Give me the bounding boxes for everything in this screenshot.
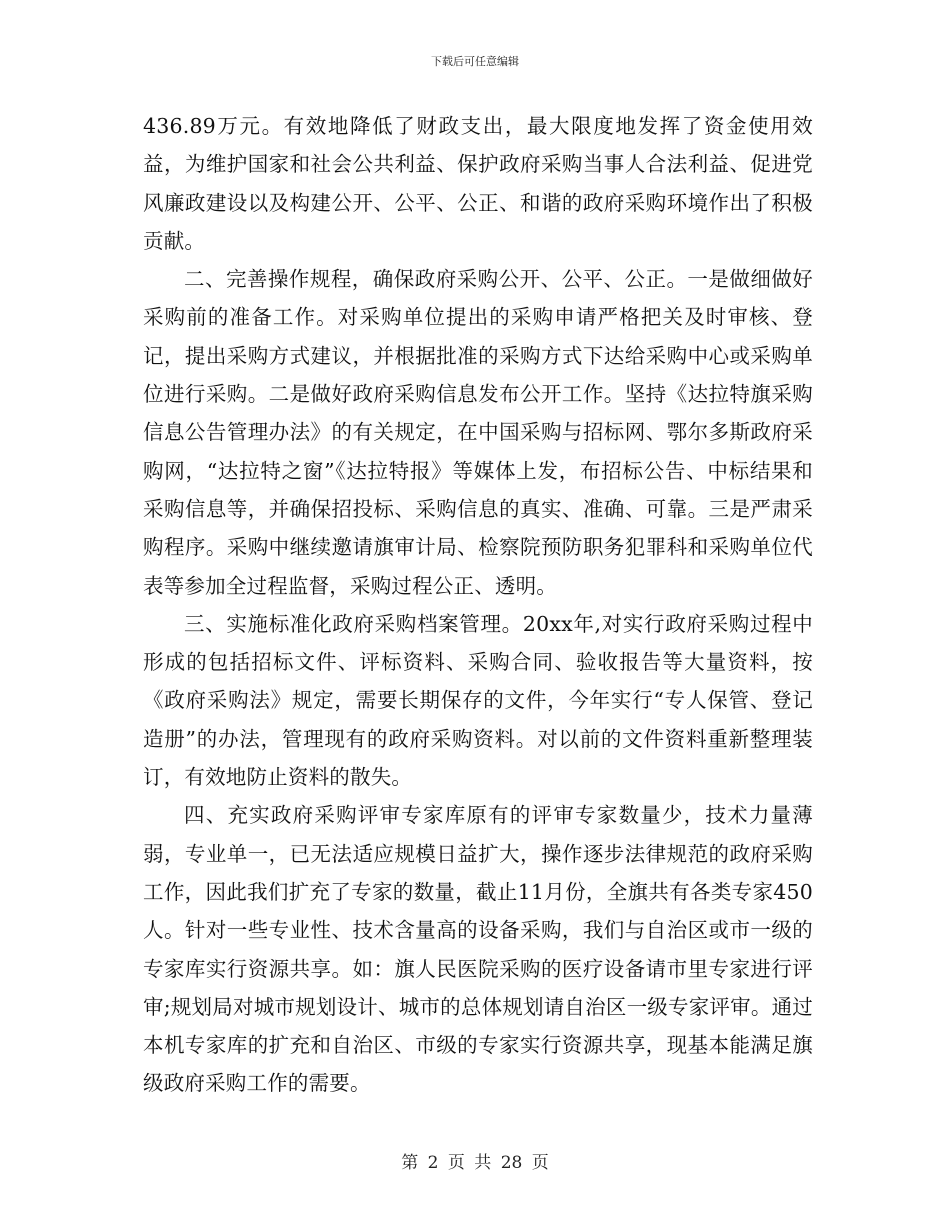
document-body (143, 107, 813, 1103)
paragraph-section-2: 二、完善操作规程，确保政府采购公开、公平、公正。一是做细做好采购前的准备工作。对采购单位提出的采购申请严格把关及时审核、登记，提出采购方式建议，并根据批准的采购方式下达给采购中心或采购单位进行采购。二是做好政府采购信息发布公开工作。坚持《达拉特旗采购信息公告管理办法》的有关规定，在中国采购与招标网、鄂尔多斯政府采购网，“达拉特之窗”《达拉特报》等媒体上发，布招标公告、中标结果和采购信息等，并确保招投标、采购信息的真实、准确、可靠。三是严肃采购程序。采购中继续邀请旗审计局、检察院预防职务犯罪科和采购单位代表等参加全过程监督，采购过程公正、透明。 (143, 267, 813, 598)
paragraph-section-3: 三、实施标准化政府采购档案管理。20xx年,对实行政府采购过程中形成的包括招标文件、评标资料、采购合同、验收报告等大量资料，按《政府采购法》规定，需要长期保存的文件，今年实行“专人保管、登记造册”的办法，管理现有的政府采购资料。对以前的文件资料重新整理装订，有效地防止资料的散失。 (143, 611, 813, 790)
page-header: 下载后可任意编辑 (431, 55, 519, 68)
paragraph-continuation: 436.89万元。有效地降低了财政支出，最大限度地发挥了资金使用效益，为维护国家和社会公共利益、保护政府采购当事人合法利益、促进党风廉政建设以及构建公开、公平、公正、和谐的政府采购环境作出了积极贡献。 (143, 114, 813, 253)
paragraph-section-4: 四、充实政府采购评审专家库原有的评审专家数量少，技术力量薄弱，专业单一，已无法适应规模日益扩大，操作逐步法律规范的政府采购工作，因此我们扩充了专家的数量，截止11月份，全旗共有各类专家450人。针对一些专业性、技术含量高的设备采购，我们与自治区或市一级的专家库实行资源共享。如：旗人民医院采购的医疗设备请市里专家进行评审;规划局对城市规划设计、城市的总体规划请自治区一级专家评审。通过本机专家库的扩充和自治区、市级的专家实行资源共享，现基本能满足旗级政府采购工作的需要。 (143, 803, 813, 1096)
page-footer: 第 2 页 共 28 页 (401, 1153, 549, 1173)
